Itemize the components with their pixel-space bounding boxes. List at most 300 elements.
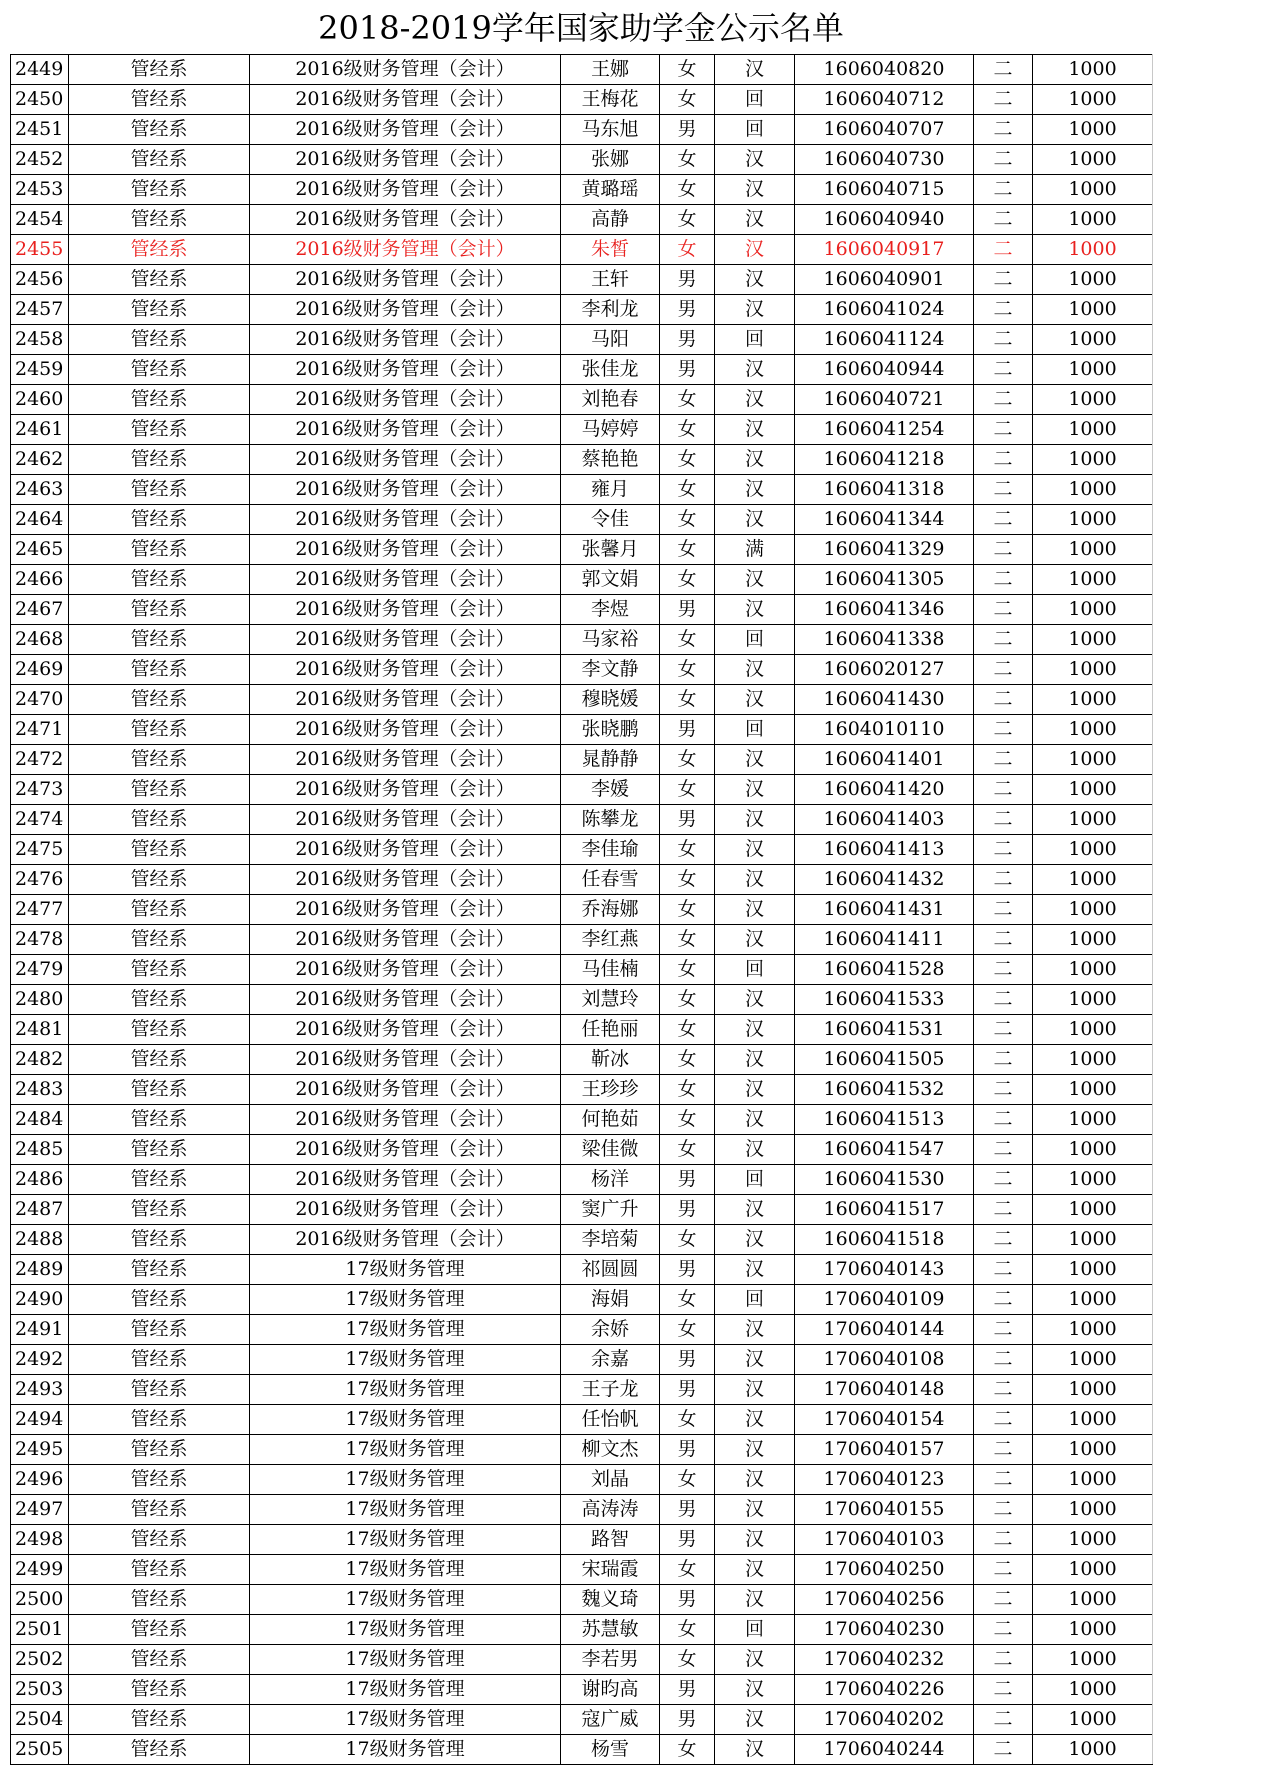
gender-cell: 女 [660,385,715,415]
table-row [11,205,1153,235]
name-cell: 朱皙 [561,235,660,265]
table-row [11,1585,1153,1615]
class-cell: 2016级财务管理（会计） [250,595,561,625]
table-row [11,985,1153,1015]
gender-cell: 女 [660,655,715,685]
gender-cell: 女 [660,1135,715,1165]
student-id-cell: 1606041124 [795,325,974,355]
amount-cell: 1000 [1033,1345,1153,1375]
name-cell: 张佳龙 [561,355,660,385]
gender-cell: 男 [660,1585,715,1615]
grade-level-cell: 二 [974,415,1033,445]
gender-cell: 女 [660,985,715,1015]
seq-cell: 2458 [11,325,69,355]
student-id-cell: 1606020127 [795,655,974,685]
name-cell: 王珍珍 [561,1075,660,1105]
table-row [11,1675,1153,1705]
table-row [11,1285,1153,1315]
grade-level-cell: 二 [974,1315,1033,1345]
name-cell: 余娇 [561,1315,660,1345]
department-cell: 管经系 [69,805,250,835]
grade-level-cell: 二 [974,1495,1033,1525]
name-cell: 李佳瑜 [561,835,660,865]
ethnicity-cell: 汉 [715,1135,795,1165]
student-id-cell: 1706040155 [795,1495,974,1525]
amount-cell: 1000 [1033,1165,1153,1195]
gender-cell: 女 [660,865,715,895]
seq-cell: 2463 [11,475,69,505]
ethnicity-cell: 汉 [715,415,795,445]
student-id-cell: 1606041401 [795,745,974,775]
ethnicity-cell: 汉 [715,775,795,805]
seq-cell: 2481 [11,1015,69,1045]
seq-cell: 2461 [11,415,69,445]
amount-cell: 1000 [1033,565,1153,595]
class-cell: 17级财务管理 [250,1705,561,1735]
gender-cell: 女 [660,475,715,505]
seq-cell: 2490 [11,1285,69,1315]
name-cell: 张晓鹏 [561,715,660,745]
ethnicity-cell: 汉 [715,805,795,835]
ethnicity-cell: 汉 [715,1255,795,1285]
name-cell: 刘晶 [561,1465,660,1495]
amount-cell: 1000 [1033,805,1153,835]
seq-cell: 2497 [11,1495,69,1525]
amount-cell: 1000 [1033,1615,1153,1645]
student-id-cell: 1706040226 [795,1675,974,1705]
amount-cell: 1000 [1033,745,1153,775]
seq-cell: 2456 [11,265,69,295]
gender-cell: 男 [660,1375,715,1405]
name-cell: 李培菊 [561,1225,660,1255]
gender-cell: 男 [660,715,715,745]
amount-cell: 1000 [1033,1225,1153,1255]
class-cell: 2016级财务管理（会计） [250,475,561,505]
seq-cell: 2499 [11,1555,69,1585]
table-row [11,265,1153,295]
class-cell: 2016级财务管理（会计） [250,385,561,415]
department-cell: 管经系 [69,1135,250,1165]
table-row [11,1525,1153,1555]
class-cell: 17级财务管理 [250,1615,561,1645]
student-id-cell: 1706040202 [795,1705,974,1735]
table-row [11,1555,1153,1585]
student-id-cell: 1606041338 [795,625,974,655]
amount-cell: 1000 [1033,475,1153,505]
table-row [11,145,1153,175]
table-row [11,895,1153,925]
amount-cell: 1000 [1033,1435,1153,1465]
grade-level-cell: 二 [974,445,1033,475]
class-cell: 17级财务管理 [250,1405,561,1435]
student-id-cell: 1706040143 [795,1255,974,1285]
class-cell: 2016级财务管理（会计） [250,1045,561,1075]
gender-cell: 女 [660,1465,715,1495]
gender-cell: 女 [660,235,715,265]
amount-cell: 1000 [1033,205,1153,235]
ethnicity-cell: 回 [715,325,795,355]
amount-cell: 1000 [1033,955,1153,985]
grade-level-cell: 二 [974,145,1033,175]
name-cell: 王梅花 [561,85,660,115]
amount-cell: 1000 [1033,1195,1153,1225]
department-cell: 管经系 [69,265,250,295]
name-cell: 李媛 [561,775,660,805]
class-cell: 17级财务管理 [250,1735,561,1765]
ethnicity-cell: 汉 [715,655,795,685]
table-row [11,655,1153,685]
gender-cell: 女 [660,415,715,445]
name-cell: 李文静 [561,655,660,685]
amount-cell: 1000 [1033,1135,1153,1165]
seq-cell: 2473 [11,775,69,805]
name-cell: 郭文娟 [561,565,660,595]
amount-cell: 1000 [1033,1105,1153,1135]
seq-cell: 2502 [11,1645,69,1675]
table-row [11,55,1153,85]
gender-cell: 女 [660,895,715,925]
ethnicity-cell: 汉 [715,1555,795,1585]
gender-cell: 女 [660,175,715,205]
name-cell: 黄璐瑶 [561,175,660,205]
name-cell: 宋瑞霞 [561,1555,660,1585]
gender-cell: 男 [660,1675,715,1705]
amount-cell: 1000 [1033,1705,1153,1735]
ethnicity-cell: 满 [715,535,795,565]
ethnicity-cell: 汉 [715,985,795,1015]
grade-level-cell: 二 [974,1435,1033,1465]
grade-level-cell: 二 [974,355,1033,385]
name-cell: 梁佳微 [561,1135,660,1165]
seq-cell: 2476 [11,865,69,895]
student-id-cell: 1706040230 [795,1615,974,1645]
gender-cell: 女 [660,565,715,595]
name-cell: 海娟 [561,1285,660,1315]
seq-cell: 2466 [11,565,69,595]
name-cell: 雍月 [561,475,660,505]
ethnicity-cell: 回 [715,1165,795,1195]
seq-cell: 2471 [11,715,69,745]
student-id-cell: 1706040154 [795,1405,974,1435]
department-cell: 管经系 [69,1195,250,1225]
ethnicity-cell: 汉 [715,1105,795,1135]
name-cell: 马婷婷 [561,415,660,445]
class-cell: 17级财务管理 [250,1675,561,1705]
class-cell: 2016级财务管理（会计） [250,685,561,715]
gender-cell: 女 [660,625,715,655]
department-cell: 管经系 [69,865,250,895]
grade-level-cell: 二 [974,1585,1033,1615]
department-cell: 管经系 [69,385,250,415]
table-row [11,1495,1153,1525]
grade-level-cell: 二 [974,535,1033,565]
gender-cell: 女 [660,55,715,85]
seq-cell: 2453 [11,175,69,205]
table-row [11,1645,1153,1675]
department-cell: 管经系 [69,1405,250,1435]
ethnicity-cell: 汉 [715,1345,795,1375]
grade-level-cell: 二 [974,1255,1033,1285]
gender-cell: 女 [660,1615,715,1645]
class-cell: 17级财务管理 [250,1585,561,1615]
gender-cell: 男 [660,355,715,385]
name-cell: 陈攀龙 [561,805,660,835]
amount-cell: 1000 [1033,715,1153,745]
name-cell: 李红燕 [561,925,660,955]
student-id-cell: 1606041517 [795,1195,974,1225]
amount-cell: 1000 [1033,1585,1153,1615]
seq-cell: 2482 [11,1045,69,1075]
name-cell: 余嘉 [561,1345,660,1375]
ethnicity-cell: 汉 [715,1225,795,1255]
department-cell: 管经系 [69,1315,250,1345]
department-cell: 管经系 [69,1015,250,1045]
table-row [11,1405,1153,1435]
grade-level-cell: 二 [974,715,1033,745]
seq-cell: 2491 [11,1315,69,1345]
class-cell: 2016级财务管理（会计） [250,565,561,595]
student-id-cell: 1606041411 [795,925,974,955]
student-id-cell: 1706040144 [795,1315,974,1345]
ethnicity-cell: 汉 [715,1015,795,1045]
department-cell: 管经系 [69,625,250,655]
seq-cell: 2494 [11,1405,69,1435]
gender-cell: 女 [660,925,715,955]
class-cell: 2016级财务管理（会计） [250,775,561,805]
student-id-cell: 1606041413 [795,835,974,865]
amount-cell: 1000 [1033,295,1153,325]
grade-level-cell: 二 [974,1525,1033,1555]
name-cell: 穆晓媛 [561,685,660,715]
gender-cell: 女 [660,535,715,565]
name-cell: 王娜 [561,55,660,85]
ethnicity-cell: 汉 [715,565,795,595]
ethnicity-cell: 汉 [715,175,795,205]
gender-cell: 男 [660,295,715,325]
gender-cell: 女 [660,145,715,175]
table-row [11,835,1153,865]
student-id-cell: 1706040250 [795,1555,974,1585]
grade-level-cell: 二 [974,1345,1033,1375]
ethnicity-cell: 汉 [715,745,795,775]
table-row [11,1225,1153,1255]
class-cell: 2016级财务管理（会计） [250,625,561,655]
department-cell: 管经系 [69,175,250,205]
department-cell: 管经系 [69,835,250,865]
department-cell: 管经系 [69,235,250,265]
department-cell: 管经系 [69,475,250,505]
table-row [11,1615,1153,1645]
gender-cell: 男 [660,1495,715,1525]
grade-level-cell: 二 [974,1735,1033,1765]
ethnicity-cell: 汉 [715,55,795,85]
grade-level-cell: 二 [974,835,1033,865]
class-cell: 17级财务管理 [250,1255,561,1285]
grade-level-cell: 二 [974,1645,1033,1675]
gender-cell: 女 [660,685,715,715]
class-cell: 2016级财务管理（会计） [250,1105,561,1135]
seq-cell: 2485 [11,1135,69,1165]
grade-level-cell: 二 [974,865,1033,895]
seq-cell: 2449 [11,55,69,85]
seq-cell: 2457 [11,295,69,325]
ethnicity-cell: 汉 [715,205,795,235]
amount-cell: 1000 [1033,1375,1153,1405]
name-cell: 刘慧玲 [561,985,660,1015]
department-cell: 管经系 [69,1495,250,1525]
ethnicity-cell: 汉 [715,1645,795,1675]
seq-cell: 2467 [11,595,69,625]
amount-cell: 1000 [1033,1255,1153,1285]
student-id-cell: 1606040901 [795,265,974,295]
department-cell: 管经系 [69,1705,250,1735]
grade-level-cell: 二 [974,895,1033,925]
ethnicity-cell: 汉 [715,235,795,265]
seq-cell: 2493 [11,1375,69,1405]
name-cell: 王轩 [561,265,660,295]
grade-level-cell: 二 [974,1555,1033,1585]
gender-cell: 男 [660,1705,715,1735]
grade-level-cell: 二 [974,385,1033,415]
amount-cell: 1000 [1033,895,1153,925]
grade-level-cell: 二 [974,265,1033,295]
seq-cell: 2495 [11,1435,69,1465]
amount-cell: 1000 [1033,625,1153,655]
grade-level-cell: 二 [974,745,1033,775]
class-cell: 2016级财务管理（会计） [250,1195,561,1225]
student-id-cell: 1606040715 [795,175,974,205]
department-cell: 管经系 [69,85,250,115]
student-id-cell: 1606041329 [795,535,974,565]
table-row [11,1135,1153,1165]
table-row [11,385,1153,415]
table-row [11,115,1153,145]
grade-level-cell: 二 [974,115,1033,145]
class-cell: 2016级财务管理（会计） [250,235,561,265]
table-row [11,175,1153,205]
department-cell: 管经系 [69,325,250,355]
ethnicity-cell: 汉 [715,1735,795,1765]
table-row [11,865,1153,895]
name-cell: 谢昀高 [561,1675,660,1705]
student-id-cell: 1606040820 [795,55,974,85]
grade-level-cell: 二 [974,235,1033,265]
name-cell: 李利龙 [561,295,660,325]
grade-level-cell: 二 [974,1225,1033,1255]
gender-cell: 女 [660,745,715,775]
gender-cell: 女 [660,835,715,865]
student-id-cell: 1706040157 [795,1435,974,1465]
amount-cell: 1000 [1033,685,1153,715]
seq-cell: 2474 [11,805,69,835]
table-row [11,565,1153,595]
student-id-cell: 1606041305 [795,565,974,595]
grade-level-cell: 二 [974,1675,1033,1705]
ethnicity-cell: 汉 [715,1585,795,1615]
amount-cell: 1000 [1033,445,1153,475]
table-row [11,775,1153,805]
class-cell: 2016级财务管理（会计） [250,925,561,955]
student-id-cell: 1606041024 [795,295,974,325]
name-cell: 柳文杰 [561,1435,660,1465]
grade-level-cell: 二 [974,1015,1033,1045]
ethnicity-cell: 汉 [715,505,795,535]
ethnicity-cell: 汉 [715,145,795,175]
ethnicity-cell: 汉 [715,1465,795,1495]
department-cell: 管经系 [69,1555,250,1585]
name-cell: 祁圆圆 [561,1255,660,1285]
table-row [11,1075,1153,1105]
table-row [11,1435,1153,1465]
grade-level-cell: 二 [974,1045,1033,1075]
amount-cell: 1000 [1033,835,1153,865]
grade-level-cell: 二 [974,775,1033,805]
seq-cell: 2504 [11,1705,69,1735]
student-id-cell: 1706040109 [795,1285,974,1315]
amount-cell: 1000 [1033,775,1153,805]
gender-cell: 男 [660,805,715,835]
table-row [11,355,1153,385]
amount-cell: 1000 [1033,1045,1153,1075]
name-cell: 任春雪 [561,865,660,895]
department-cell: 管经系 [69,205,250,235]
gender-cell: 女 [660,1285,715,1315]
gender-cell: 女 [660,1555,715,1585]
amount-cell: 1000 [1033,415,1153,445]
amount-cell: 1000 [1033,1465,1153,1495]
name-cell: 苏慧敏 [561,1615,660,1645]
student-id-cell: 1606040940 [795,205,974,235]
amount-cell: 1000 [1033,1015,1153,1045]
department-cell: 管经系 [69,1435,250,1465]
name-cell: 魏义琦 [561,1585,660,1615]
student-id-cell: 1606040707 [795,115,974,145]
seq-cell: 2472 [11,745,69,775]
class-cell: 2016级财务管理（会计） [250,655,561,685]
department-cell: 管经系 [69,1045,250,1075]
name-cell: 路智 [561,1525,660,1555]
class-cell: 2016级财务管理（会计） [250,355,561,385]
amount-cell: 1000 [1033,1525,1153,1555]
seq-cell: 2501 [11,1615,69,1645]
amount-cell: 1000 [1033,385,1153,415]
department-cell: 管经系 [69,1105,250,1135]
department-cell: 管经系 [69,775,250,805]
ethnicity-cell: 回 [715,1285,795,1315]
amount-cell: 1000 [1033,1645,1153,1675]
student-id-cell: 1606041432 [795,865,974,895]
class-cell: 2016级财务管理（会计） [250,745,561,775]
department-cell: 管经系 [69,505,250,535]
class-cell: 17级财务管理 [250,1285,561,1315]
amount-cell: 1000 [1033,175,1153,205]
gender-cell: 男 [660,1255,715,1285]
class-cell: 2016级财务管理（会计） [250,115,561,145]
class-cell: 2016级财务管理（会计） [250,145,561,175]
seq-cell: 2505 [11,1735,69,1765]
class-cell: 2016级财务管理（会计） [250,505,561,535]
table-row [11,715,1153,745]
ethnicity-cell: 汉 [715,1675,795,1705]
student-id-cell: 1606041547 [795,1135,974,1165]
class-cell: 2016级财务管理（会计） [250,955,561,985]
class-cell: 17级财务管理 [250,1525,561,1555]
ethnicity-cell: 汉 [715,1075,795,1105]
seq-cell: 2455 [11,235,69,265]
amount-cell: 1000 [1033,265,1153,295]
class-cell: 2016级财务管理（会计） [250,205,561,235]
amount-cell: 1000 [1033,985,1153,1015]
